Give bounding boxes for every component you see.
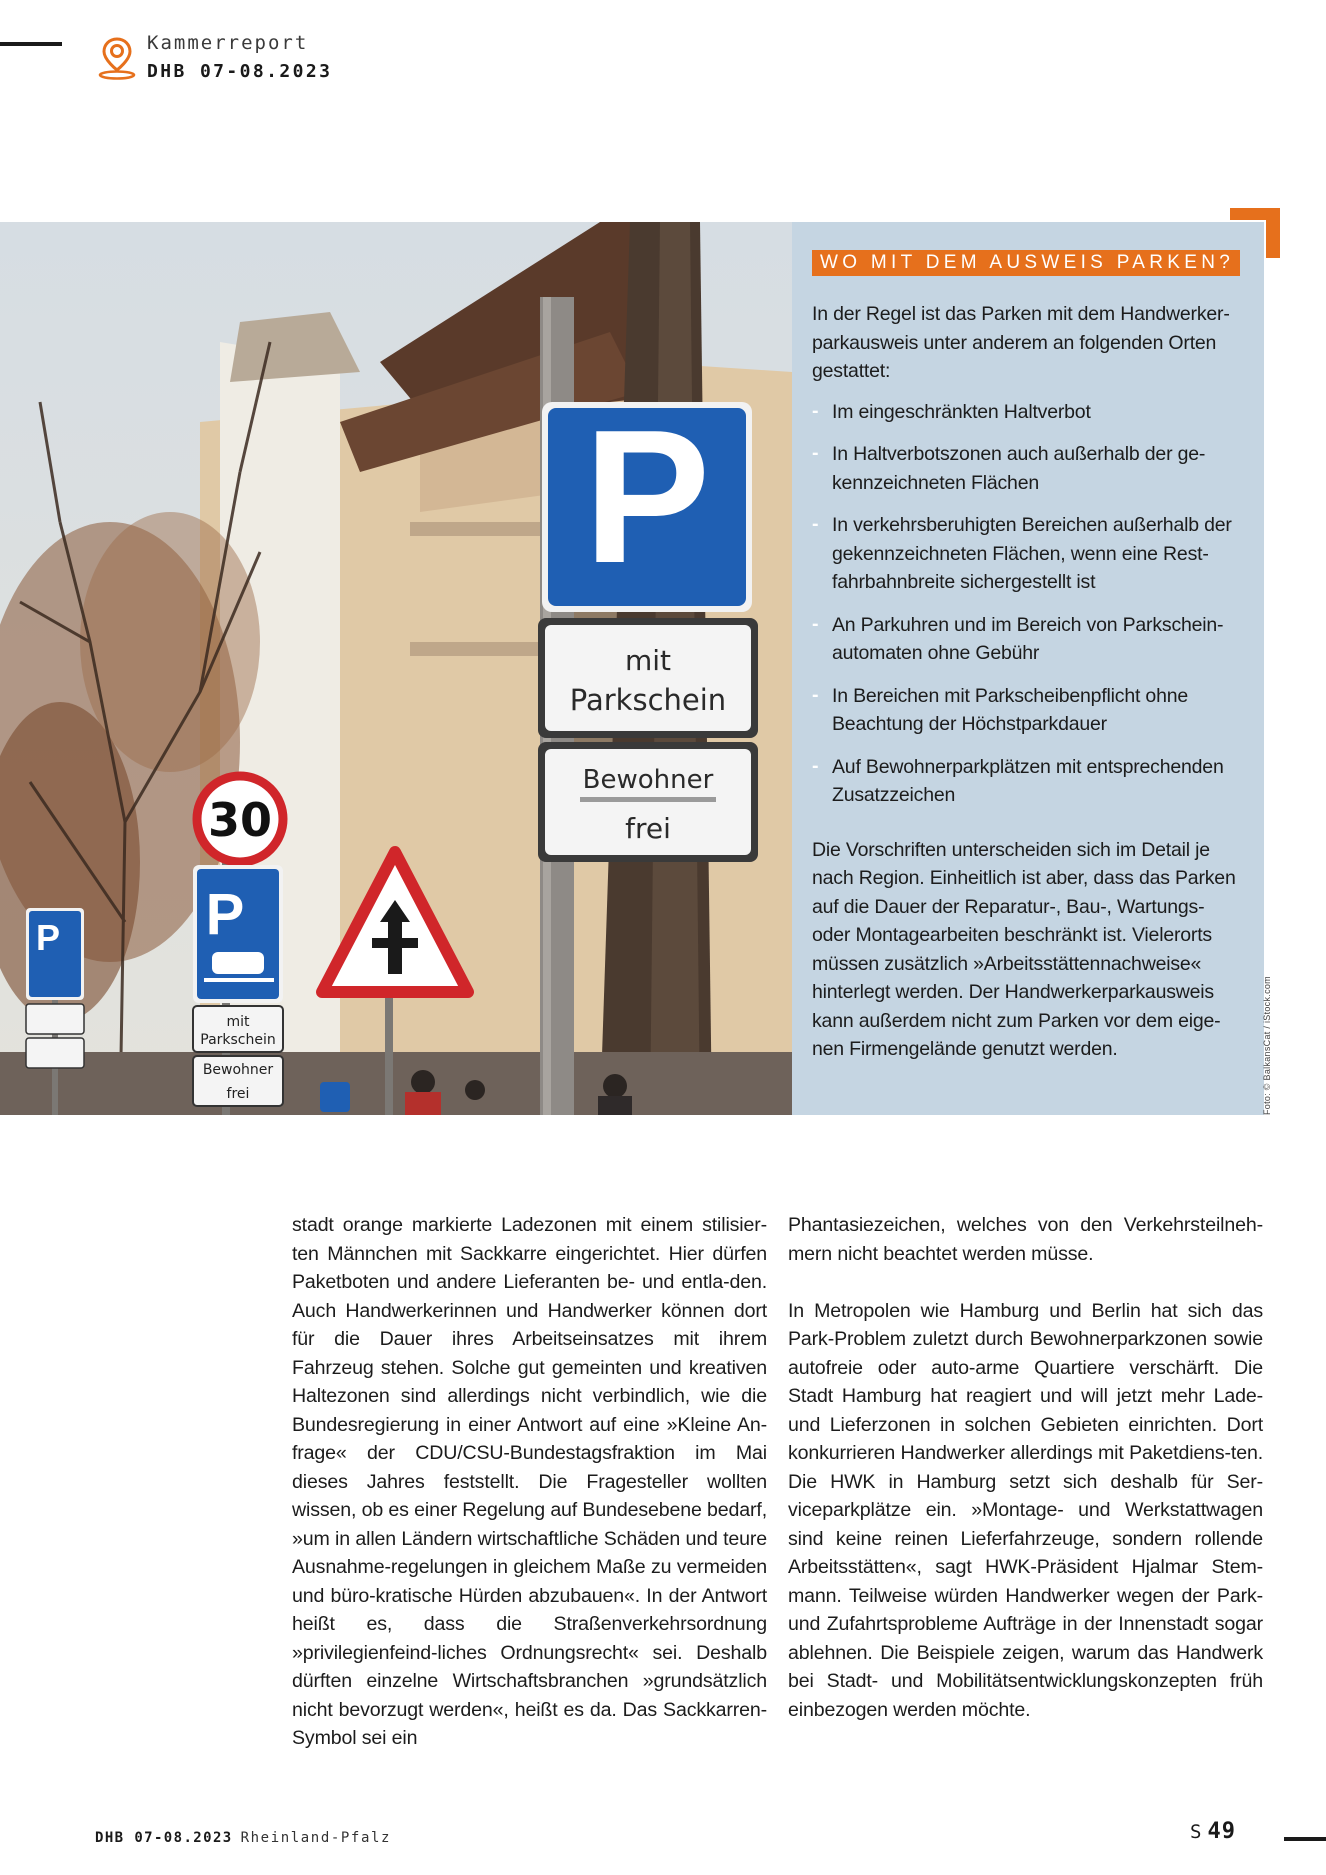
svg-text:Bewohner: Bewohner [582, 765, 714, 795]
svg-text:mit: mit [624, 644, 672, 677]
article-photo [0, 222, 792, 1115]
footer-region: Rheinland-Pfalz [240, 1830, 392, 1846]
svg-text:Bewohner: Bewohner [202, 1062, 274, 1078]
info-box-list [812, 398, 1247, 810]
info-box-body [812, 300, 1247, 1064]
page-number [1190, 1819, 1236, 1844]
article-paragraph: In Metropolen wie Hamburg und Berlin hat sich das Park-Problem zuletzt durch Bewohnerparkzonen sowie autofreie oder auto-arme Quartiere verschärft. Die Stadt Hamburg hat reagiert und will jetzt mehr Lade- und Lieferzonen in solchen Gebieten einrichten. Dort konkurrieren Handwerker allerdings mit Paketdiens-ten. Die HWK in Hamburg setzt sich deshalb für Ser-viceparkplätze ein. »Montage- und Werkstattwagen sind keine reinen Lieferfahrzeuge, sondern rollende Arbeitsstätten«, sagt HWK-Präsident Hjalmar Stem-mann. Teilweise würden Handwerker wegen der Park- und Zufahrtsprobleme Aufträge in der Innenstadt sogar ablehnen. Die Beispiele zeigen, warum das Handwerk bei Stadt- und Mobilitätsentwicklungskonzepten früh einbezogen werden möchte. [788, 1299, 1263, 1721]
article-column-left [292, 1211, 767, 1753]
svg-text:Parkschein: Parkschein [569, 683, 727, 717]
info-box [792, 222, 1264, 1115]
issue-label: DHB 07-08.2023 [147, 61, 333, 82]
svg-text:Parkschein: Parkschein [200, 1032, 276, 1048]
svg-text:30: 30 [207, 793, 273, 847]
header-rule [0, 42, 62, 46]
page-number-value: 49 [1207, 1819, 1236, 1844]
article-paragraph: Phantasiezeichen, welches von den Verkehrsteilneh-mern nicht beachtet werden müsse. [788, 1214, 1263, 1265]
location-pin-icon [96, 36, 138, 80]
svg-text:P: P [583, 391, 711, 603]
list-item: - In Bereichen mit Parkscheibenpflicht ohne Beachtung der Höchstparkdauer [812, 683, 1189, 735]
article-paragraph: stadt orange markierte Ladezonen mit einem stilisier-ten Männchen mit Sackkarre eingerichtet. Hier dürfen Paketboten und andere Lieferanten be- und entla-den. Auch Handwerkerinnen und Handwerker können dort für die Dauer ihres Arbeitseinsatzes mit ihrem Fahrzeug stehen. Solche gut gemeinten und kreativen Haltezonen sind allerdings nicht verbindlich, wie die Bundesregierung in einer Antwort auf eine »Kleine An-frage« der CDU/CSU-Bundestagsfraktion im Mai dieses Jahres feststellt. Die Fragesteller wollten wissen, ob es einer Regelung auf Bundesebene bedarf, »um in allen Ländern wirtschaftliche Schäden und teure Ausnahme-regelungen in gleichem Maße zu vermeiden und büro-kratische Hürden abzubauen«. In der Antwort heißt es, dass die Straßenverkehrsordnung »privilegienfeind-liches Ordnungsrecht« sei. Deshalb dürften einzelne Wirtschaftsbranchen »grundsätzlich nicht bevorzugt werden«, heißt es da. Das Sackkarren-Symbol sei ein [292, 1214, 767, 1749]
section-label: Kammerreport [147, 32, 309, 54]
svg-text:mit: mit [226, 1014, 250, 1030]
box-accent-corner-vertical [1266, 208, 1280, 258]
photo-credit: Foto: © BalkansCat / iStock.com [1262, 976, 1272, 1115]
parking-sign-large [542, 391, 752, 612]
parking-sign-small [193, 865, 283, 1003]
footer-issue [95, 1830, 391, 1846]
list-item: - Auf Bewohnerparkplätzen mit entsprechenden Zusatzzeichen [812, 754, 1224, 806]
sign-mit-parkschein [538, 618, 758, 738]
speed-limit-sign [195, 774, 285, 864]
svg-text:frei: frei [625, 812, 671, 845]
list-item: - An Parkuhren und im Bereich von Parkschein-automaten ohne Gebühr [812, 612, 1224, 664]
list-item: - In Haltverbotszonen auch außerhalb der ge-kennzeichneten Flächen [812, 442, 1206, 494]
info-box-title: WO MIT DEM AUSWEIS PARKEN? [812, 250, 1240, 276]
svg-text:P: P [35, 917, 61, 958]
svg-text:frei: frei [226, 1086, 250, 1102]
info-box-outro: Die Vorschriften unterscheiden sich im Detail je nach Region. Einheitlich ist aber, dass das Parken auf die Dauer der Reparatur-, Bau-, Wartungs- oder Montagearbeiten beschränkt ist. Vielerorts müssen zusätzlich »Arbeitsstättennachweise« hinterlegt werden. Der Handwerkerparkausweis kann außerdem nicht zum Parken vor dem eige-nen Firmengelände genutzt werden. [812, 838, 1236, 1060]
article-column-right [788, 1211, 1263, 1724]
info-box-intro: In der Regel ist das Parken mit dem Handwerker-parkausweis unter anderem an folgenden Orten gestattet: [812, 303, 1230, 382]
sign-bewohner-frei [538, 742, 758, 862]
footer-rule [1284, 1837, 1326, 1841]
footer-issue-label: DHB 07-08.2023 [95, 1830, 233, 1846]
list-item: - Im eingeschränkten Haltverbot [812, 399, 1091, 423]
list-item: - In verkehrsberuhigten Bereichen außerhalb der gekennzeichneten Flächen, wenn eine Rest-fahrbahnbreite sichergestellt ist [812, 513, 1232, 593]
parking-sign-far [26, 908, 84, 1000]
page-prefix: S [1190, 1821, 1202, 1843]
svg-text:P: P [205, 882, 245, 947]
